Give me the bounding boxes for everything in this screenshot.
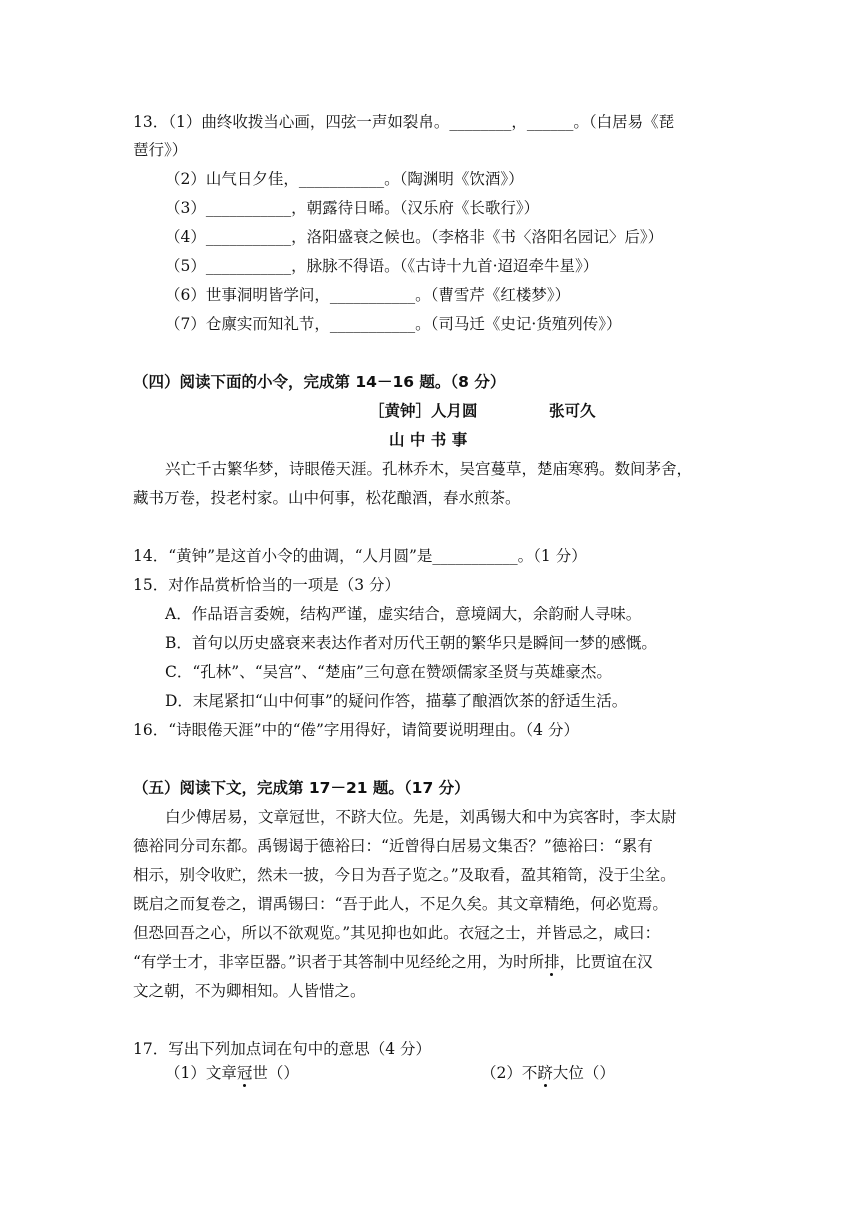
q15: 15．对作品赏析恰当的一项是（3 分） <box>133 576 401 594</box>
passage-line-6 <box>133 951 653 974</box>
q15-option-d: D．末尾紧扣“山中何事”的疑问作答，描摹了酿酒饮茶的舒适生活。 <box>165 692 628 710</box>
q13-item-7: （7）仓廪实而知礼节，___________。（司马迁《史记·货殖列传》） <box>165 315 622 333</box>
section-5-heading: （五）阅读下文，完成第 17－21 题。（17 分） <box>133 779 470 797</box>
dotted-word-ji: 跻 <box>537 1064 553 1082</box>
passage-line-6-part-b: ，比贾谊在汉 <box>559 953 653 971</box>
poem-subtitle: 山 中 书 事 <box>389 431 468 449</box>
poem-line-1: 兴亡千古繁华梦，诗眼倦天涯。孔林乔木，吴宫蔓草，楚庙寒鸦。数间茅舍， <box>165 460 693 478</box>
dotted-word-guan: 冠 <box>236 1064 253 1082</box>
section-4-heading: （四）阅读下面的小令，完成第 14－16 题。（8 分） <box>133 373 506 391</box>
passage-line-7: 文之朝，不为卿相知。人皆惜之。 <box>133 982 366 1000</box>
q15-option-a: A．作品语言委婉，结构严谨，虚实结合，意境阔大，余韵耐人寻味。 <box>165 605 642 623</box>
q14: 14．“黄钟”是这首小令的曲调，“人月圆”是___________。（1 分） <box>133 547 587 565</box>
dotted-word-pai: 排 <box>544 953 560 971</box>
q13-item-5: （5）___________，脉脉不得语。（《古诗十九首·迢迢牵牛星》） <box>165 257 599 275</box>
q17-item-2-prefix: （2）不 <box>481 1064 538 1082</box>
q17-item-1-suffix: 世（） <box>252 1064 299 1082</box>
poem-author: 张可久 <box>549 402 596 420</box>
q13-item-2: （2）山气日夕佳，___________。（陶渊明《饮酒》） <box>165 170 524 188</box>
poem-line-2: 藏书万卷，投老村家。山中何事，松花酿酒，春水煎茶。 <box>133 489 521 507</box>
q13-item-3: （3）___________，朝露待日晞。（汉乐府《长歌行》） <box>165 199 540 217</box>
passage-line-1: 白少傅居易，文章冠世，不跻大位。先是，刘禹锡大和中为宾客时，李太尉 <box>165 808 677 826</box>
passage-line-3: 相示，别令收贮，然未一披，今日为吾子览之。”及取看，盈其箱笥，没于尘坌。 <box>133 866 676 884</box>
passage-line-5: 但恐回吾之心，所以不欲观览。”其见抑也如此。衣冠之士，并皆忌之，咸曰： <box>133 924 661 942</box>
q13-item-6: （6）世事洞明皆学问，___________。（曹雪芹《红楼梦》） <box>165 286 571 304</box>
passage-line-6-part-a: “有学士才，非宰臣器。”识者于其答制中见经纶之用，为时所 <box>133 953 545 971</box>
poem-title: ［黄钟］人月圆 <box>369 402 478 420</box>
q15-option-c: C．“孔林”、“吴宫”、“楚庙”三句意在赞颂儒家圣贤与英雄豪杰。 <box>165 663 612 681</box>
q16: 16．“诗眼倦天涯”中的“倦”字用得好，请简要说明理由。（4 分） <box>133 721 579 739</box>
q13-line1-continued: 琶行》） <box>133 141 188 159</box>
q17-item-2 <box>481 1062 615 1085</box>
q17-item-2-suffix: 大位（） <box>552 1064 615 1082</box>
q17: 17．写出下列加点词在句中的意思（4 分） <box>133 1040 432 1058</box>
q17-item-1-prefix: （1）文章 <box>165 1064 237 1082</box>
q17-item-1 <box>165 1062 299 1085</box>
q13-line1: 13．（1）曲终收拨当心画，四弦一声如裂帛。________，______。（白居易《琵 <box>133 113 675 131</box>
q15-option-b: B．首句以历史盛衰来表达作者对历代王朝的繁华只是瞬间一梦的感慨。 <box>165 634 657 652</box>
passage-line-2: 德裕同分司东都。禹锡谒于德裕曰：“近曾得白居易文集否？”德裕曰：“累有 <box>133 837 653 855</box>
q13-item-4: （4）___________，洛阳盛衰之候也。（李格非《书〈洛阳名园记〉后》） <box>165 228 664 246</box>
passage-line-4: 既启之而复卷之，谓禹锡曰：“吾于此人，不足久矣。其文章精绝，何必览焉。 <box>133 895 668 913</box>
